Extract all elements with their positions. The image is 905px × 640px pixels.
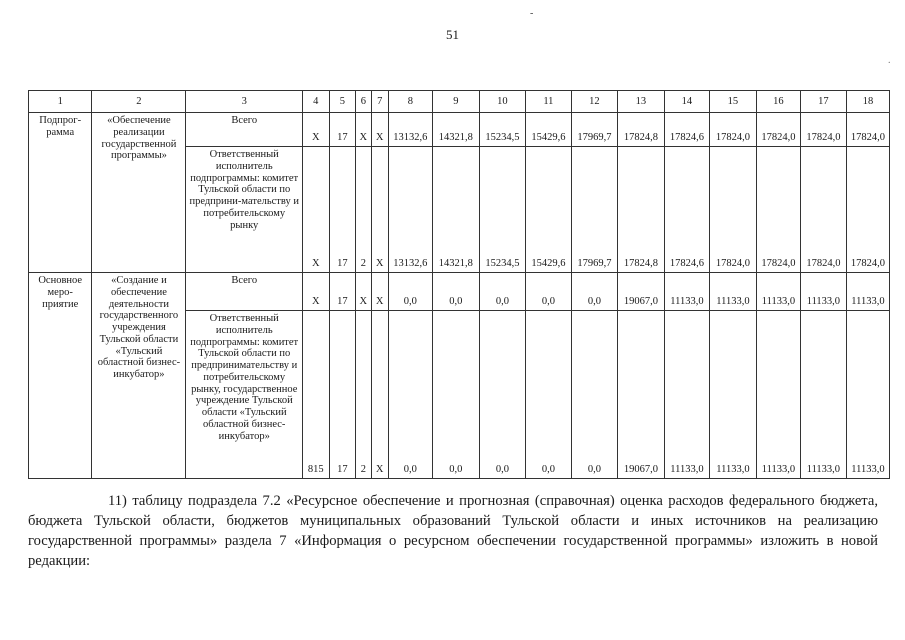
- value-cell: 14321,8: [432, 147, 479, 273]
- value-cell: X: [356, 113, 371, 147]
- funding-source-cell: Ответственный исполнитель подпрограммы: комитет Тульской области по предприни-мательству и потребительскому рынку: [186, 147, 303, 273]
- value-cell: 17: [329, 113, 356, 147]
- value-cell: 11133,0: [709, 273, 756, 311]
- value-cell: 17969,7: [571, 113, 617, 147]
- value-cell: 17: [329, 147, 356, 273]
- value-cell: 0,0: [432, 273, 479, 311]
- value-cell: 13132,6: [388, 147, 432, 273]
- value-cell: 15429,6: [525, 113, 571, 147]
- header-cell: 18: [846, 91, 889, 113]
- program-type-cell: Подпрог-раммa: [29, 113, 92, 273]
- value-cell: 815: [303, 311, 330, 479]
- value-cell: 17824,0: [800, 147, 846, 273]
- value-cell: 11133,0: [800, 311, 846, 479]
- value-cell: 0,0: [571, 273, 617, 311]
- funding-source-cell: Всего: [186, 273, 303, 311]
- value-cell: 19067,0: [617, 273, 664, 311]
- value-cell: 17824,8: [617, 113, 664, 147]
- value-cell: 15429,6: [525, 147, 571, 273]
- program-name-cell: «Создание и обеспечение деятельности государственного учреждения Тульской области «Тульский областной бизнес-инкубатор»: [92, 273, 186, 479]
- value-cell: 11133,0: [664, 273, 709, 311]
- header-cell: 15: [709, 91, 756, 113]
- header-cell: 10: [479, 91, 525, 113]
- header-cell: 3: [186, 91, 303, 113]
- value-cell: X: [371, 113, 388, 147]
- value-cell: X: [303, 273, 330, 311]
- value-cell: 17824,0: [800, 113, 846, 147]
- value-cell: 11133,0: [664, 311, 709, 479]
- header-cell: 9: [432, 91, 479, 113]
- header-cell: 2: [92, 91, 186, 113]
- program-type-cell: Основное меро-приятие: [29, 273, 92, 479]
- value-cell: 17824,0: [709, 147, 756, 273]
- header-cell: 13: [617, 91, 664, 113]
- value-cell: 11133,0: [846, 273, 889, 311]
- header-cell: 8: [388, 91, 432, 113]
- value-cell: 17824,0: [709, 113, 756, 147]
- value-cell: 0,0: [388, 311, 432, 479]
- value-cell: 0,0: [525, 311, 571, 479]
- value-cell: X: [371, 273, 388, 311]
- header-row: [29, 91, 890, 113]
- value-cell: 13132,6: [388, 113, 432, 147]
- value-cell: 15234,5: [479, 113, 525, 147]
- header-cell: 4: [303, 91, 330, 113]
- value-cell: 11133,0: [756, 311, 800, 479]
- value-cell: 0,0: [388, 273, 432, 311]
- header-cell: 12: [571, 91, 617, 113]
- value-cell: 17824,0: [846, 113, 889, 147]
- header-cell: 17: [800, 91, 846, 113]
- value-cell: 19067,0: [617, 311, 664, 479]
- value-cell: 15234,5: [479, 147, 525, 273]
- value-cell: X: [371, 147, 388, 273]
- value-cell: 0,0: [479, 273, 525, 311]
- header-cell: 1: [29, 91, 92, 113]
- value-cell: 2: [356, 311, 371, 479]
- value-cell: 0,0: [432, 311, 479, 479]
- value-cell: X: [303, 147, 330, 273]
- value-cell: 17824,6: [664, 113, 709, 147]
- value-cell: 17824,6: [664, 147, 709, 273]
- value-cell: 14321,8: [432, 113, 479, 147]
- header-cell: 5: [329, 91, 356, 113]
- value-cell: 17969,7: [571, 147, 617, 273]
- value-cell: 17824,0: [756, 147, 800, 273]
- value-cell: 0,0: [479, 311, 525, 479]
- body-paragraph: 11) таблицу подраздела 7.2 «Ресурсное обеспечение и прогнозная (справочная) оценка расходов федерального бюджета, бюджета Тульской области, бюджетов муниципальных образований Тульской области и иных источников на реализацию государственной программы» раздела 7 «Информация о ресурсном обеспечении государственной программы» изложить в новой редакции:: [28, 493, 878, 569]
- header-cell: 6: [356, 91, 371, 113]
- page-number: 51: [446, 27, 459, 42]
- scan-dot: .: [888, 55, 891, 66]
- value-cell: 2: [356, 147, 371, 273]
- value-cell: 0,0: [525, 273, 571, 311]
- value-cell: 11133,0: [846, 311, 889, 479]
- funding-source-cell: Ответственный исполнитель подпрограммы: комитет Тульской области по предпринимательству и потребительскому рынку, государственное учреждение Тульской области «Тульский областной бизнес-инкубатор»: [186, 311, 303, 479]
- value-cell: 17824,0: [846, 147, 889, 273]
- resource-table: [28, 90, 890, 479]
- header-cell: 16: [756, 91, 800, 113]
- table-row: [29, 113, 890, 147]
- value-cell: 11133,0: [800, 273, 846, 311]
- table-row: [29, 273, 890, 311]
- header-cell: 14: [664, 91, 709, 113]
- program-name-cell: «Обеспечение реализации государственной программы»: [92, 113, 186, 273]
- value-cell: X: [303, 113, 330, 147]
- funding-source-cell: Всего: [186, 113, 303, 147]
- header-cell: 7: [371, 91, 388, 113]
- value-cell: 17824,0: [756, 113, 800, 147]
- value-cell: 17824,8: [617, 147, 664, 273]
- value-cell: 11133,0: [756, 273, 800, 311]
- header-cell: 11: [525, 91, 571, 113]
- value-cell: 11133,0: [709, 311, 756, 479]
- value-cell: 17: [329, 311, 356, 479]
- value-cell: 0,0: [571, 311, 617, 479]
- value-cell: X: [356, 273, 371, 311]
- scan-mark: -: [530, 8, 534, 19]
- value-cell: 17: [329, 273, 356, 311]
- value-cell: X: [371, 311, 388, 479]
